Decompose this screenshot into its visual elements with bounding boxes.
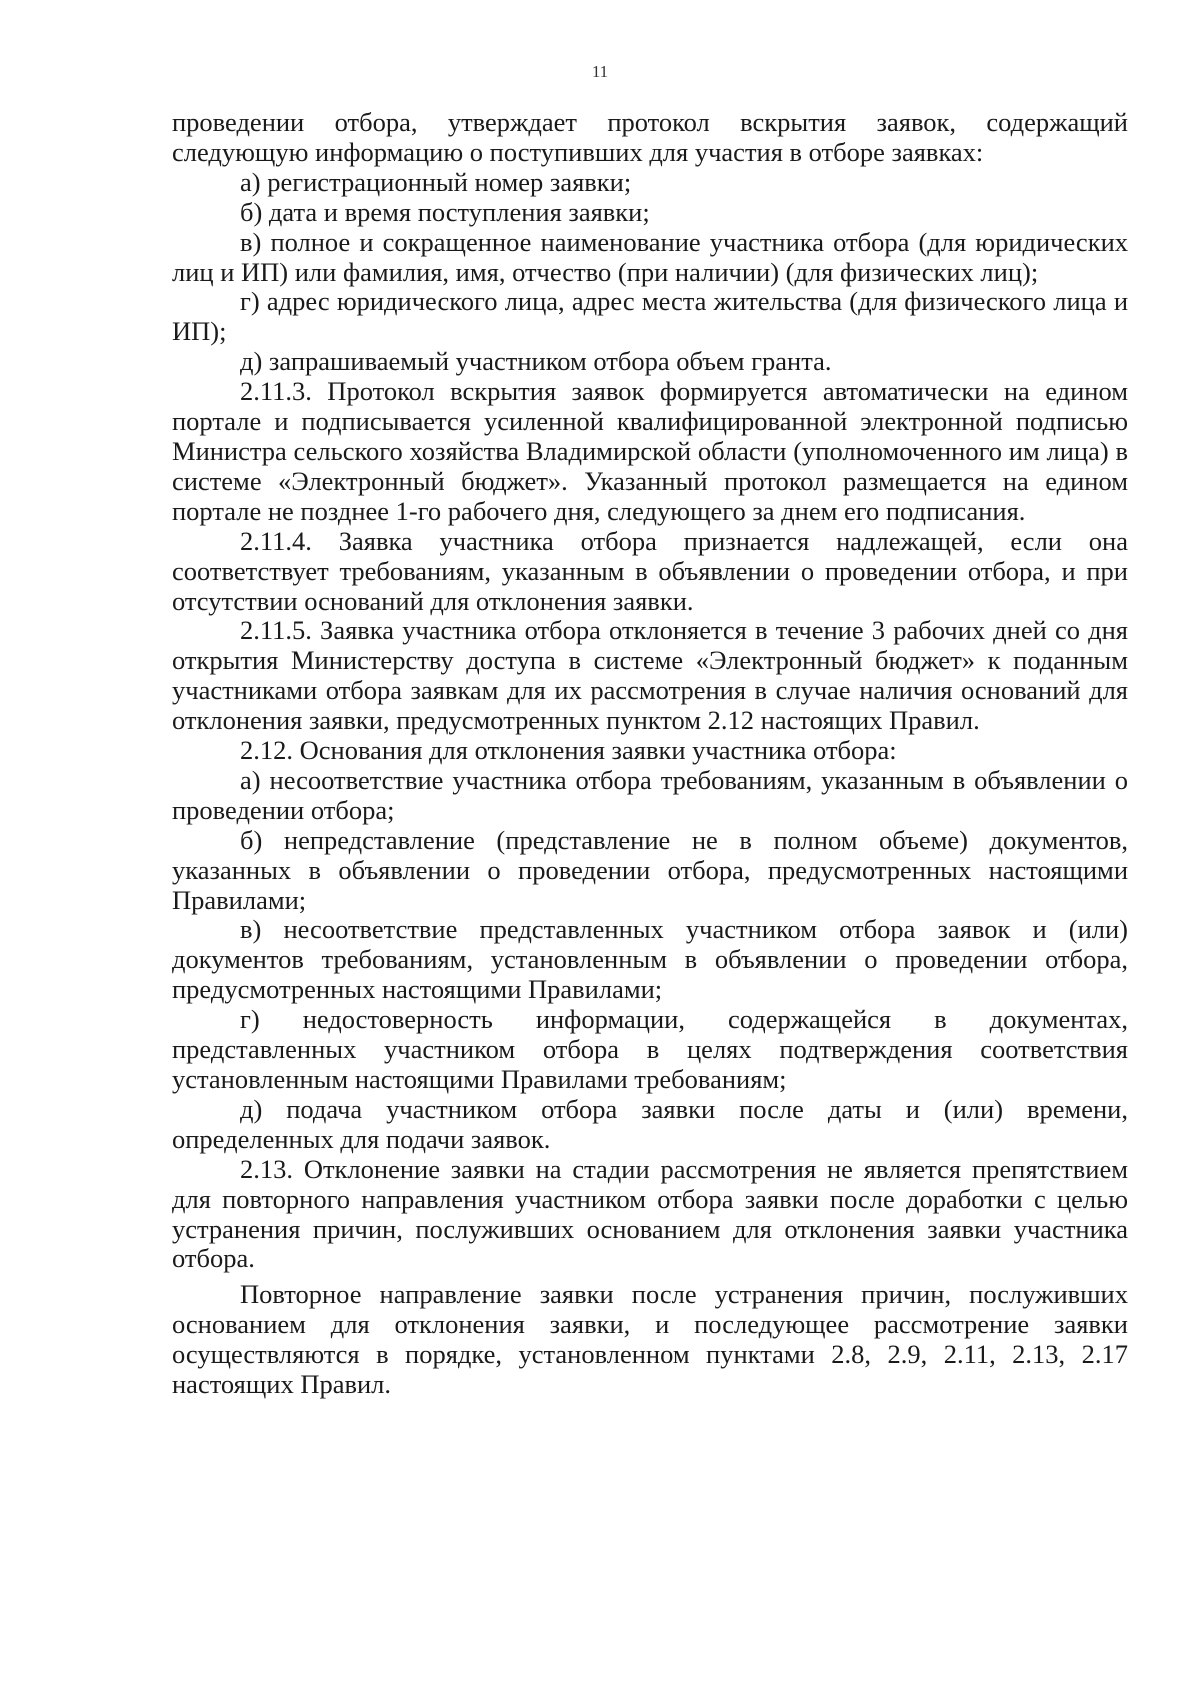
paragraph: б) дата и время поступления заявки; [240, 196, 650, 227]
paragraph: б) непредставление (представление не в полном объеме) документов, указанных в объявлении о проведении отбора, предусмотренных настоящими Правилами; [172, 824, 1128, 915]
paragraph: д) запрашиваемый участником отбора объем гранта. [240, 346, 832, 377]
paragraph: г) недостоверность информации, содержащейся в документах, представленных участником отбора в целях подтверждения соответствия установленным настоящими Правилами требованиям; [172, 1004, 1128, 1094]
paragraph: 2.12. Основания для отклонения заявки участника отбора: [240, 735, 897, 766]
paragraph: г) адрес юридического лица, адрес места жительства (для физического лица и ИП); [172, 286, 1128, 347]
page-number: 11 [591, 62, 609, 81]
paragraph: в) несоответствие представленных участником отбора заявок и (или) документов требованиям, установленным в объявлении о проведении отбора, предусмотренных настоящими Правилами; [172, 914, 1128, 1005]
paragraph: а) несоответствие участника отбора требованиям, указанным в объявлении о проведении отбора; [172, 764, 1128, 825]
paragraph: 2.13. Отклонение заявки на стадии рассмотрения не является препятствием для повторного направления участником отбора заявки после доработки с целью устранения причин, послуживших основанием для отклонения заявки участника отбора. [172, 1153, 1128, 1274]
paragraph: проведении отбора, утверждает протокол вскрытия заявок, содержащий следующую информацию о поступивших для участия в отборе заявках: [172, 107, 1128, 167]
paragraph: а) регистрационный номер заявки; [240, 166, 632, 197]
paragraph: Повторное направление заявки после устранения причин, послуживших основанием для отклонения заявки, и последующее рассмотрение заявки осуществляются в порядке, установленном пунктами 2.8, 2.9, 2.11, 2.13, 2.17 настоящих Правил. [172, 1279, 1128, 1400]
document-body [172, 108, 1128, 1400]
paragraph: 2.11.3. Протокол вскрытия заявок формируется автоматически на едином портале и подписывается усиленной квалифицированной электронной подписью Министра сельского хозяйства Владимирской области (уполномоченного им лица) в системе «Электронный бюджет». Указанный протокол размещается на едином портале не позднее 1-го рабочего дня, следующего за днем его подписания. [172, 376, 1128, 526]
paragraph: д) подача участником отбора заявки после даты и (или) времени, определенных для подачи заявок. [172, 1093, 1128, 1154]
paragraph: в) полное и сокращенное наименование участника отбора (для юридических лиц и ИП) или фамилия, имя, отчество (при наличии) (для физических лиц); [172, 226, 1128, 287]
paragraph: 2.11.4. Заявка участника отбора признается надлежащей, если она соответствует требованиям, указанным в объявлении о проведении отбора, и при отсутствии оснований для отклонения заявки. [172, 525, 1128, 616]
paragraph: 2.11.5. Заявка участника отбора отклоняется в течение 3 рабочих дней со дня открытия Министерству доступа в системе «Электронный бюджет» к поданным участниками отбора заявкам для их рассмотрения в случае наличия оснований для отклонения заявки, предусмотренных пунктом 2.12 настоящих Правил. [172, 615, 1128, 736]
